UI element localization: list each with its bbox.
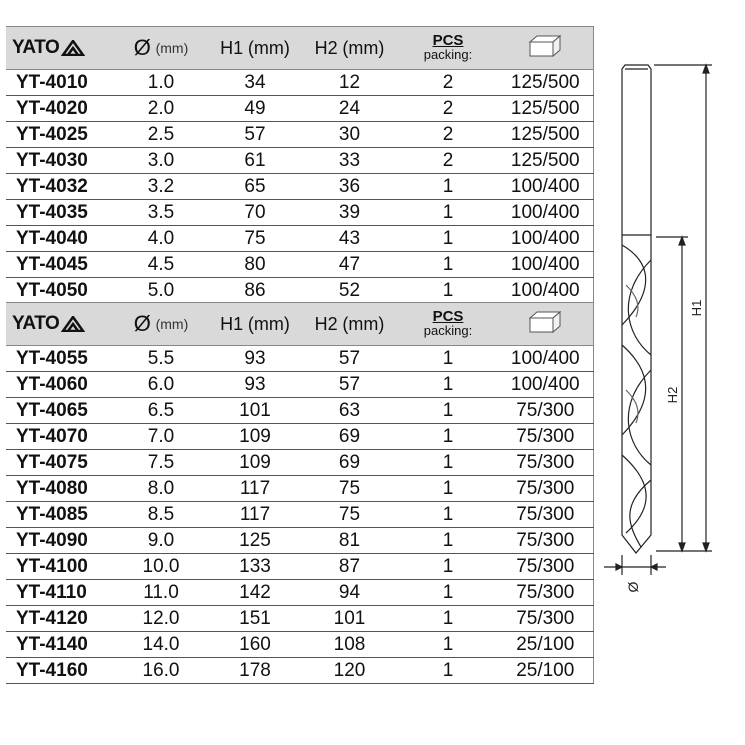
h1-cell: 142 [209,580,301,606]
packing-label: packing: [423,323,473,338]
table-row [6,252,593,278]
packing-cell: 75/300 [498,502,593,528]
pcs-cell: 1 [398,346,498,372]
h2-cell: 47 [301,252,398,278]
drill-spec-table-1 [6,26,594,304]
h2-cell: 75 [301,502,398,528]
model-code-cell: YT-4110 [6,580,113,606]
h1-cell: 65 [209,174,301,200]
pcs-cell: 1 [398,658,498,684]
h1-cell: 125 [209,528,301,554]
pcs-cell: 2 [398,70,498,96]
h1-unit: (mm) [247,37,290,58]
h2-cell: 24 [301,96,398,122]
h2-cell: 69 [301,424,398,450]
model-code-cell: YT-4025 [6,122,113,148]
table-2-body [6,346,593,684]
packing-cell: 100/400 [498,174,593,200]
packing-cell: 75/300 [498,398,593,424]
box-header [498,303,593,346]
pcs-cell: 1 [398,476,498,502]
h1-cell: 93 [209,372,301,398]
h1-label: H1 [220,37,244,58]
h1-cell: 80 [209,252,301,278]
packing-cell: 25/100 [498,658,593,684]
table-header-row [6,27,593,70]
diameter-cell: 14.0 [113,632,209,658]
pcs-cell: 1 [398,554,498,580]
h1-cell: 160 [209,632,301,658]
model-code-cell: YT-4045 [6,252,113,278]
h1-unit: (mm) [247,313,290,334]
h2-dimension-label: H2 [665,386,680,404]
packing-cell: 125/500 [498,122,593,148]
model-code-cell: YT-4040 [6,226,113,252]
model-code-cell: YT-4120 [6,606,113,632]
h1-label: H1 [220,313,244,334]
diameter-unit: (mm) [155,316,189,332]
diameter-cell: 8.5 [113,502,209,528]
packing-label: packing: [423,47,473,62]
packing-cell: 75/300 [498,424,593,450]
pcs-cell: 1 [398,226,498,252]
packing-cell: 100/400 [498,372,593,398]
model-code-cell: YT-4085 [6,502,113,528]
table-row [6,226,593,252]
table-header-row [6,303,593,346]
pcs-cell: 1 [398,606,498,632]
yato-logo [6,313,113,335]
packing-cell: 125/500 [498,70,593,96]
h2-cell: 52 [301,278,398,304]
h2-cell: 33 [301,148,398,174]
h2-cell: 39 [301,200,398,226]
pcs-cell: 1 [398,200,498,226]
diameter-cell: 5.5 [113,346,209,372]
table-row [6,580,593,606]
diameter-cell: 4.5 [113,252,209,278]
model-code-cell: YT-4160 [6,658,113,684]
model-code-cell: YT-4010 [6,70,113,96]
model-code-cell: YT-4035 [6,200,113,226]
diameter-cell: 6.0 [113,372,209,398]
h1-cell: 61 [209,148,301,174]
model-code-cell: YT-4075 [6,450,113,476]
model-code-cell: YT-4030 [6,148,113,174]
h2-cell: 120 [301,658,398,684]
h1-cell: 75 [209,226,301,252]
h1-cell: 86 [209,278,301,304]
yato-logo [6,37,113,59]
packing-cell: 100/400 [498,226,593,252]
diameter-cell: 3.0 [113,148,209,174]
pcs-header [398,27,498,70]
packing-cell: 100/400 [498,346,593,372]
h1-cell: 34 [209,70,301,96]
table-row [6,476,593,502]
h2-cell: 30 [301,122,398,148]
h2-cell: 81 [301,528,398,554]
pcs-cell: 1 [398,174,498,200]
pcs-cell: 1 [398,398,498,424]
diameter-header [113,27,209,70]
yato-triangle-icon [61,40,85,56]
h1-header [209,27,301,70]
model-code-cell: YT-4140 [6,632,113,658]
table-row [6,200,593,226]
packing-cell: 100/400 [498,252,593,278]
table-row [6,96,593,122]
h1-cell: 57 [209,122,301,148]
packing-cell: 75/300 [498,554,593,580]
table-row [6,528,593,554]
diameter-symbol: Ø [133,311,151,336]
h2-cell: 57 [301,372,398,398]
pcs-cell: 2 [398,122,498,148]
h1-cell: 49 [209,96,301,122]
model-code-cell: YT-4090 [6,528,113,554]
pcs-cell: 1 [398,450,498,476]
diameter-dimension-label: Ø [625,581,641,593]
diameter-cell: 16.0 [113,658,209,684]
diameter-unit: (mm) [155,40,189,56]
h2-cell: 75 [301,476,398,502]
h1-cell: 109 [209,450,301,476]
h2-cell: 43 [301,226,398,252]
h2-unit: (mm) [342,37,385,58]
diameter-cell: 10.0 [113,554,209,580]
diameter-cell: 3.2 [113,174,209,200]
pcs-cell: 1 [398,278,498,304]
diameter-cell: 1.0 [113,70,209,96]
diameter-cell: 2.0 [113,96,209,122]
box-header [498,27,593,70]
packing-cell: 100/400 [498,200,593,226]
h1-cell: 109 [209,424,301,450]
table-1-body [6,70,593,304]
diameter-cell: 8.0 [113,476,209,502]
diameter-cell: 7.5 [113,450,209,476]
model-code-cell: YT-4032 [6,174,113,200]
h2-unit: (mm) [342,313,385,334]
h2-header [301,27,398,70]
drill-spec-table-2 [6,302,594,684]
pcs-cell: 1 [398,580,498,606]
h1-cell: 93 [209,346,301,372]
box-icon [528,34,562,58]
h2-cell: 69 [301,450,398,476]
packing-cell: 75/300 [498,450,593,476]
table-row [6,606,593,632]
model-code-cell: YT-4065 [6,398,113,424]
model-code-cell: YT-4020 [6,96,113,122]
table-row [6,554,593,580]
h2-label: H2 [314,313,338,334]
drill-bit-drawing [596,55,726,595]
pcs-cell: 2 [398,148,498,174]
h2-cell: 101 [301,606,398,632]
table-row [6,148,593,174]
box-icon [528,310,562,334]
table-row [6,398,593,424]
model-code-cell: YT-4050 [6,278,113,304]
model-code-cell: YT-4080 [6,476,113,502]
diameter-cell: 3.5 [113,200,209,226]
packing-cell: 125/500 [498,148,593,174]
h2-cell: 108 [301,632,398,658]
table-row [6,502,593,528]
table-row [6,174,593,200]
diameter-cell: 6.5 [113,398,209,424]
model-code-cell: YT-4055 [6,346,113,372]
h2-cell: 36 [301,174,398,200]
table-row [6,346,593,372]
h2-header [301,303,398,346]
table-row [6,122,593,148]
h2-cell: 57 [301,346,398,372]
h1-dimension-label: H1 [689,299,704,317]
pcs-cell: 1 [398,528,498,554]
diameter-cell: 2.5 [113,122,209,148]
h2-cell: 63 [301,398,398,424]
model-code-cell: YT-4060 [6,372,113,398]
brand-cell [6,27,113,70]
pcs-cell: 2 [398,96,498,122]
h1-cell: 151 [209,606,301,632]
packing-cell: 75/300 [498,476,593,502]
brand-cell [6,303,113,346]
diameter-cell: 12.0 [113,606,209,632]
diameter-header [113,303,209,346]
h2-label: H2 [314,37,338,58]
packing-cell: 75/300 [498,580,593,606]
h1-cell: 117 [209,502,301,528]
brand-name: YATO [12,37,60,58]
table-row [6,450,593,476]
diameter-symbol: Ø [133,35,151,60]
packing-cell: 75/300 [498,528,593,554]
h2-cell: 87 [301,554,398,580]
packing-cell: 100/400 [498,278,593,304]
pcs-cell: 1 [398,372,498,398]
table-1-head [6,27,593,70]
h2-cell: 12 [301,70,398,96]
packing-cell: 25/100 [498,632,593,658]
diameter-cell: 4.0 [113,226,209,252]
pcs-cell: 1 [398,502,498,528]
pcs-label: PCS [432,32,464,49]
diameter-cell: 5.0 [113,278,209,304]
pcs-cell: 1 [398,632,498,658]
packing-cell: 125/500 [498,96,593,122]
model-code-cell: YT-4070 [6,424,113,450]
pcs-cell: 1 [398,424,498,450]
model-code-cell: YT-4100 [6,554,113,580]
pcs-label: PCS [432,308,464,325]
table-row [6,424,593,450]
table-row [6,372,593,398]
brand-name: YATO [12,313,60,334]
diameter-cell: 11.0 [113,580,209,606]
table-row [6,658,593,684]
table-row [6,632,593,658]
h1-cell: 178 [209,658,301,684]
table-row [6,70,593,96]
pcs-cell: 1 [398,252,498,278]
h1-cell: 133 [209,554,301,580]
packing-cell: 75/300 [498,606,593,632]
h1-cell: 117 [209,476,301,502]
h1-cell: 101 [209,398,301,424]
h2-cell: 94 [301,580,398,606]
yato-triangle-icon [61,316,85,332]
h1-header [209,303,301,346]
diameter-cell: 9.0 [113,528,209,554]
table-row [6,278,593,304]
table-2-head [6,303,593,346]
pcs-header [398,303,498,346]
diameter-cell: 7.0 [113,424,209,450]
h1-cell: 70 [209,200,301,226]
